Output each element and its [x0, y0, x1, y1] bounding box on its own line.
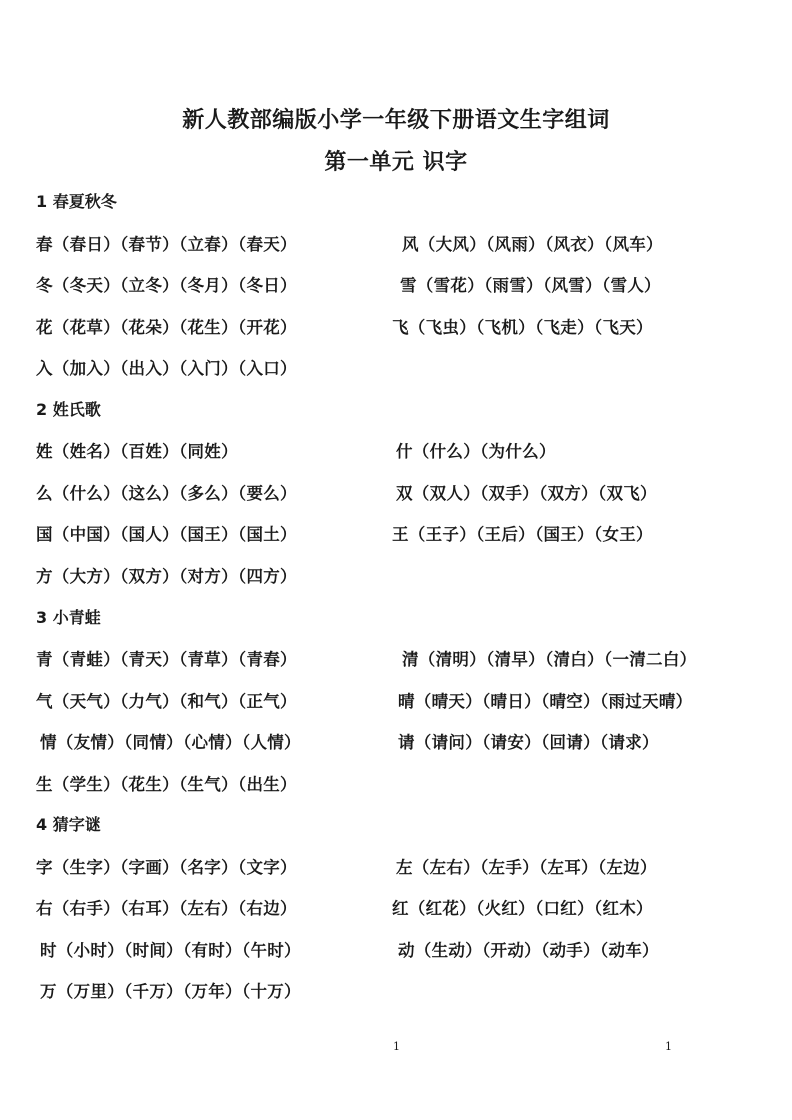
word-entry: 情（友情）（同情）（心情）（人情）: [40, 733, 301, 752]
page-number: 1: [665, 1040, 672, 1053]
word-entry: 入（加入）（出入）（入门）（入口）: [36, 359, 297, 378]
word-entry: 春（春日）（春节）（立春）（春天）: [36, 235, 297, 254]
word-entry: 飞（飞虫）（飞机）（飞走）（飞天）: [392, 318, 653, 337]
section-heading-2: 2 姓氏歌: [36, 400, 101, 419]
word-entry: 王（王子）（王后）（国王）（女王）: [392, 525, 653, 544]
unit-subtitle: 第一单元 识字: [324, 150, 468, 175]
word-entry: 字（生字）（字画）（名字）（文字）: [36, 858, 297, 877]
word-entry: 清（清明）（清早）（清白）（一清二白）: [402, 650, 697, 669]
word-entry: 姓（姓名）（百姓）（同姓）: [36, 442, 238, 461]
word-entry: 青（青蛙）（青天）（青草）（青春）: [36, 650, 297, 669]
word-entry: 右（右手）（右耳）（左右）（右边）: [36, 899, 297, 918]
word-entry: 花（花草）（花朵）（花生）（开花）: [36, 318, 297, 337]
word-entry: 风（大风）（风雨）（风衣）（风车）: [402, 235, 663, 254]
word-entry: 气（天气）（力气）（和气）（正气）: [36, 692, 297, 711]
section-heading-3: 3 小青蛙: [36, 608, 101, 627]
word-entry: 国（中国）（国人）（国王）（国土）: [36, 525, 297, 544]
word-entry: 生（学生）（花生）（生气）（出生）: [36, 775, 297, 794]
word-entry: 双（双人）（双手）（双方）（双飞）: [396, 484, 657, 503]
word-entry: 红（红花）（火红）（口红）（红木）: [392, 899, 653, 918]
word-entry: 晴（晴天）（晴日）（晴空）（雨过天晴）: [398, 692, 693, 711]
word-entry: 请（请问）（请安）（回请）（请求）: [398, 733, 659, 752]
word-entry: 方（大方）（双方）（对方）（四方）: [36, 567, 297, 586]
section-heading-1: 1 春夏秋冬: [36, 192, 117, 211]
section-heading-4: 4 猜字谜: [36, 815, 101, 834]
word-entry: 什（什么）（为什么）: [396, 442, 556, 461]
word-entry: 时（小时）（时间）（有时）（午时）: [40, 941, 301, 960]
word-entry: 冬（冬天）（立冬）（冬月）（冬日）: [36, 276, 297, 295]
word-entry: 雪（雪花）（雨雪）（风雪）（雪人）: [400, 276, 661, 295]
word-entry: 万（万里）（千万）（万年）（十万）: [40, 982, 301, 1001]
word-entry: 动（生动）（开动）（动手）（动车）: [398, 941, 659, 960]
word-entry: 么（什么）（这么）（多么）（要么）: [36, 484, 297, 503]
word-entry: 左（左右）（左手）（左耳）（左边）: [396, 858, 657, 877]
page-number: 1: [393, 1040, 400, 1053]
document-title: 新人教部编版小学一年级下册语文生字组词: [182, 108, 610, 133]
